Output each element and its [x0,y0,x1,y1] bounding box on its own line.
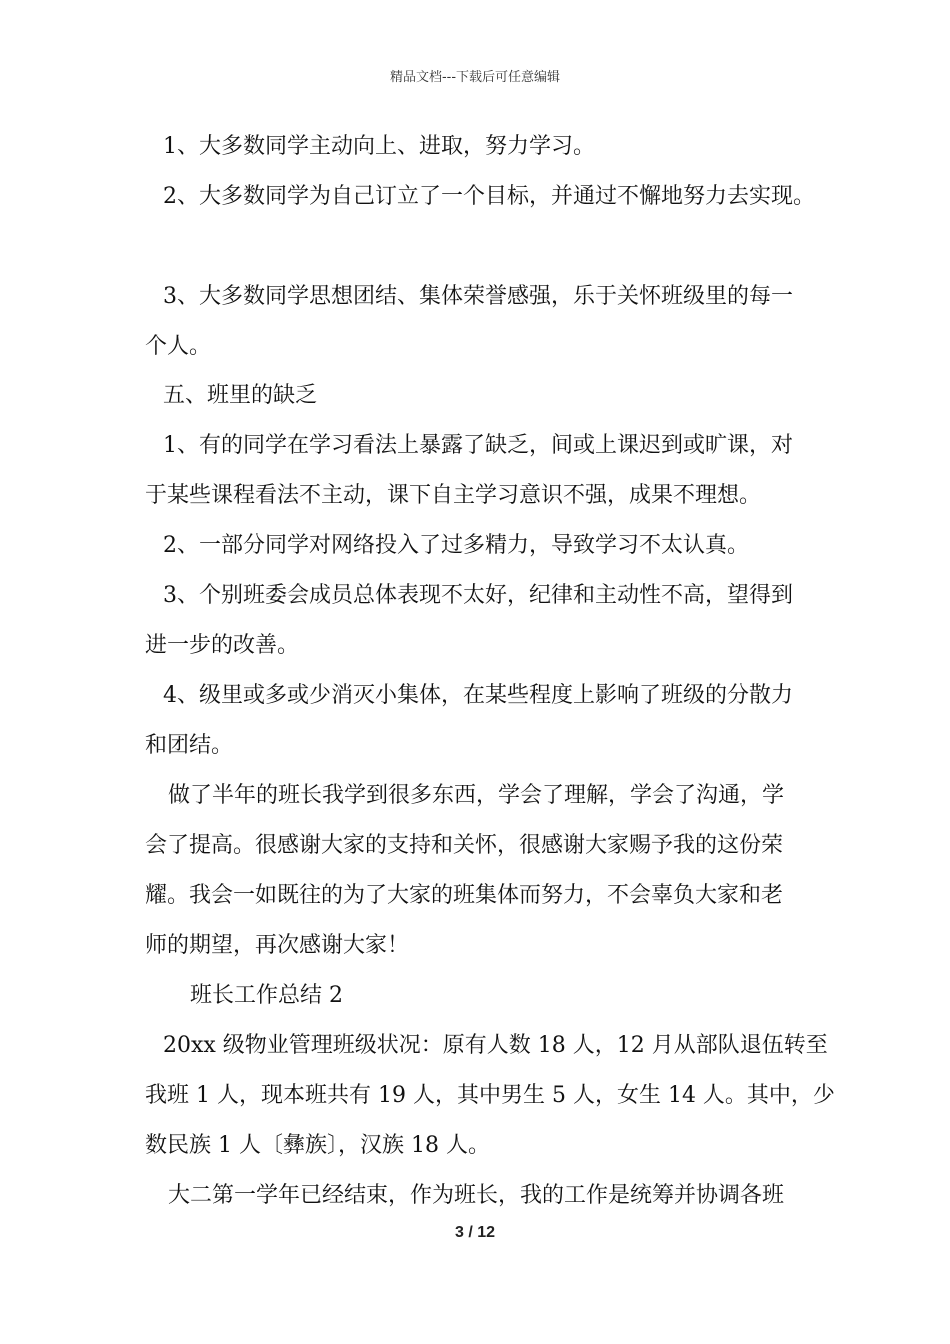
text-line: 4、级里或多或少消灭小集体，在某些程度上影响了班级的分散力 [163,683,793,708]
text-line: 3、个别班委会成员总体表现不太好，纪律和主动性不高，望得到 [163,583,793,608]
text-line: 2、大多数同学为自己订立了一个目标，并通过不懈地努力去实现。 [163,184,815,209]
text-line: 做了半年的班长我学到很多东西，学会了理解，学会了沟通，学 [168,783,785,808]
text-line: 师的期望，再次感谢大家！ [145,933,410,958]
text-line: 个人。 [145,334,212,359]
text-line: 2、一部分同学对网络投入了过多精力，导致学习不太认真。 [163,533,749,558]
text-line: 1、有的同学在学习看法上暴露了缺乏，间或上课迟到或旷课，对 [163,433,793,458]
text-line: 于某些课程看法不主动，课下自主学习意识不强，成果不理想。 [145,483,762,508]
text-line: 20xx 级物业管理班级状况：原有人数 18 人，12 月从部队退伍转至 [163,1033,828,1058]
page-number: 3 / 12 [454,1224,496,1241]
section-heading: 五、班里的缺乏 [163,383,318,408]
text-line: 大二第一学年已经结束，作为班长，我的工作是统筹并协调各班 [168,1183,785,1208]
text-line: 数民族 1 人〔彝族〕，汉族 18 人。 [145,1133,490,1158]
section-title: 班长工作总结 2 [190,983,343,1008]
document-header: 精品文档---下载后可任意编辑 [389,70,561,85]
text-line: 3、大多数同学思想团结、集体荣誉感强，乐于关怀班级里的每一 [163,284,793,309]
text-line: 耀。我会一如既往的为了大家的班集体而努力，不会辜负大家和老 [145,883,784,908]
text-line: 1、大多数同学主动向上、进取，努力学习。 [163,134,595,159]
text-line: 和团结。 [145,733,234,758]
text-line: 我班 1 人，现本班共有 19 人，其中男生 5 人，女生 14 人。其中，少 [145,1083,835,1108]
text-line: 进一步的改善。 [145,633,300,658]
text-line: 会了提高。很感谢大家的支持和关怀，很感谢大家赐予我的这份荣 [145,833,784,858]
